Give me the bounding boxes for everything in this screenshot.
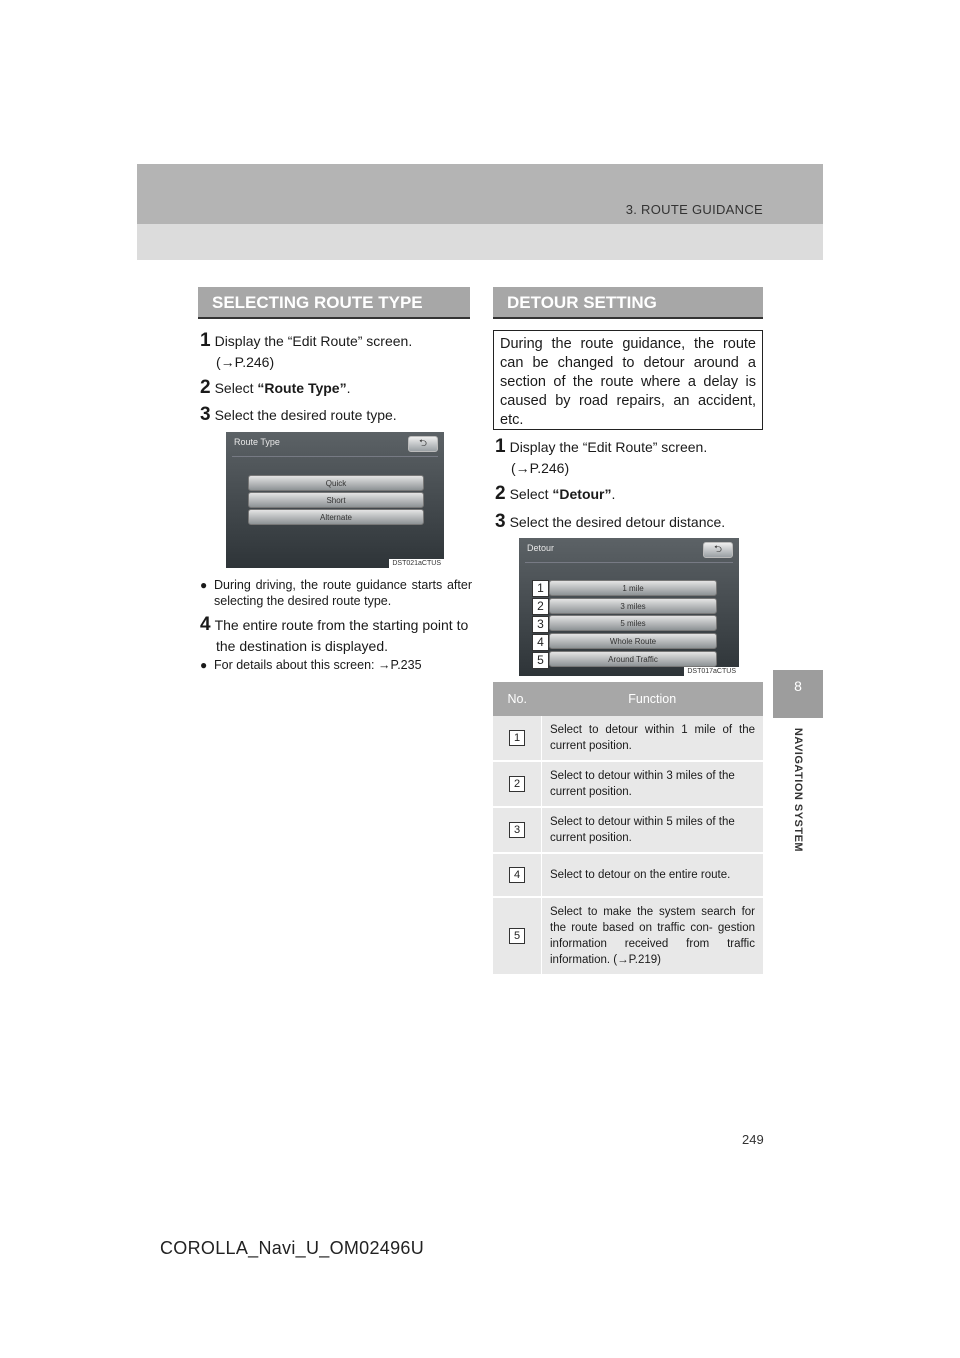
- number-box: 1: [509, 730, 525, 746]
- step-number: 1: [495, 436, 506, 457]
- row-number: [493, 807, 542, 853]
- callout-5: 5: [532, 652, 549, 669]
- page-number: 249: [742, 1132, 764, 1147]
- image-code: DST021aCTUS: [389, 559, 444, 568]
- step-text: Display the “Edit Route” screen.: [509, 439, 708, 455]
- step-text: Select the desired detour distance.: [509, 514, 726, 530]
- table-row: [493, 807, 763, 853]
- number-box: 5: [509, 928, 525, 944]
- step-number: 2: [200, 377, 211, 398]
- step-text: Select the desired route type.: [214, 407, 397, 423]
- note-text: For details about this screen: →P.235: [214, 658, 422, 672]
- step-text: Select: [214, 380, 258, 396]
- section-title: 3. ROUTE GUIDANCE: [625, 202, 763, 217]
- screen-separator: [232, 456, 438, 457]
- around-traffic-button[interactable]: Around Traffic: [549, 651, 717, 667]
- row-number: [493, 853, 542, 897]
- callout-3: 3: [532, 616, 549, 633]
- row-function: Select to detour within 1 mile of the current position.: [542, 716, 764, 761]
- step-2-route-type: [200, 377, 472, 399]
- intro-text: During the route guidance, the route can be changed to detour around a section of the route where a delay is caused by road repairs, an accident, etc.: [500, 336, 756, 428]
- one-mile-button[interactable]: 1 mile: [549, 580, 717, 596]
- number-box: 2: [509, 776, 525, 792]
- section-heading-route-type: SELECTING ROUTE TYPE: [198, 287, 470, 319]
- screen-separator: [525, 562, 733, 563]
- section-heading-detour: DETOUR SETTING: [493, 287, 763, 319]
- table-row: [493, 716, 763, 761]
- row-function: Select to detour on the entire route.: [542, 853, 764, 897]
- row-number: [493, 761, 542, 807]
- step-ref: (→P.246): [511, 460, 570, 476]
- callout-4: 4: [532, 634, 549, 651]
- back-icon[interactable]: ⮌: [408, 436, 438, 452]
- route-type-screenshot: [226, 432, 444, 568]
- table-row: [493, 853, 763, 897]
- col-header-no: No.: [493, 682, 542, 716]
- step-text: Select: [509, 486, 553, 502]
- step-number: 1: [200, 330, 211, 351]
- table-row: [493, 761, 763, 807]
- note-text: During driving, the route guidance starts after selecting the desired route type.: [214, 578, 472, 608]
- whole-route-button[interactable]: Whole Route: [549, 633, 717, 649]
- step-number: 3: [495, 511, 506, 532]
- five-miles-button[interactable]: 5 miles: [549, 615, 717, 631]
- step-1-route-type: [200, 330, 472, 373]
- chapter-label: NAVIGATION SYSTEM: [792, 727, 804, 853]
- row-function: Select to make the system search for the route based on traffic con- gestion information received from traffic information. (→P.219): [542, 897, 764, 975]
- document-footer: COROLLA_Navi_U_OM02496U: [160, 1238, 425, 1258]
- step-text: The entire route from the starting point to the destination is displayed.: [214, 617, 469, 654]
- function-table: [493, 682, 763, 976]
- screen-title: Detour: [527, 543, 555, 553]
- step-2-detour: [495, 483, 763, 505]
- row-function: Select to detour within 5 miles of the current position.: [542, 807, 764, 853]
- quick-button[interactable]: Quick: [248, 475, 424, 491]
- intro-box: [493, 330, 763, 430]
- three-miles-button[interactable]: 3 miles: [549, 598, 717, 614]
- step-4-route-type: [200, 614, 472, 657]
- header-band: [137, 164, 823, 224]
- step-text: Display the “Edit Route” screen.: [214, 333, 413, 349]
- step-3-detour: [495, 511, 763, 533]
- short-button[interactable]: Short: [248, 492, 424, 508]
- table-row: [493, 897, 763, 975]
- step-1-detour: [495, 436, 763, 479]
- step-keyword: “Route Type”: [257, 380, 347, 396]
- step-number: 2: [495, 483, 506, 504]
- step-3-route-type: [200, 404, 472, 426]
- step-tail: .: [611, 486, 616, 502]
- row-number: [493, 716, 542, 761]
- col-header-function: Function: [542, 682, 764, 716]
- chapter-tab: 8: [773, 670, 823, 718]
- number-box: 3: [509, 822, 525, 838]
- note-bullet: [200, 657, 472, 673]
- back-icon[interactable]: ⮌: [703, 542, 733, 558]
- number-box: 4: [509, 867, 525, 883]
- step-number: 3: [200, 404, 211, 425]
- callout-1: 1: [532, 580, 549, 597]
- screen-title: Route Type: [234, 437, 280, 447]
- note-bullet: [200, 577, 472, 609]
- step-number: 4: [200, 614, 211, 635]
- detour-screenshot: [519, 538, 739, 676]
- bullet-icon: ●: [200, 578, 208, 592]
- step-keyword: “Detour”: [552, 486, 612, 502]
- step-ref: (→P.246): [216, 354, 275, 370]
- bullet-icon: ●: [200, 658, 208, 672]
- row-function: Select to detour within 3 miles of the current position.: [542, 761, 764, 807]
- step-tail: .: [346, 380, 351, 396]
- alternate-button[interactable]: Alternate: [248, 509, 424, 525]
- header-subband: [137, 224, 823, 260]
- row-number: [493, 897, 542, 975]
- callout-2: 2: [532, 598, 549, 615]
- image-code: DST017aCTUS: [684, 667, 739, 676]
